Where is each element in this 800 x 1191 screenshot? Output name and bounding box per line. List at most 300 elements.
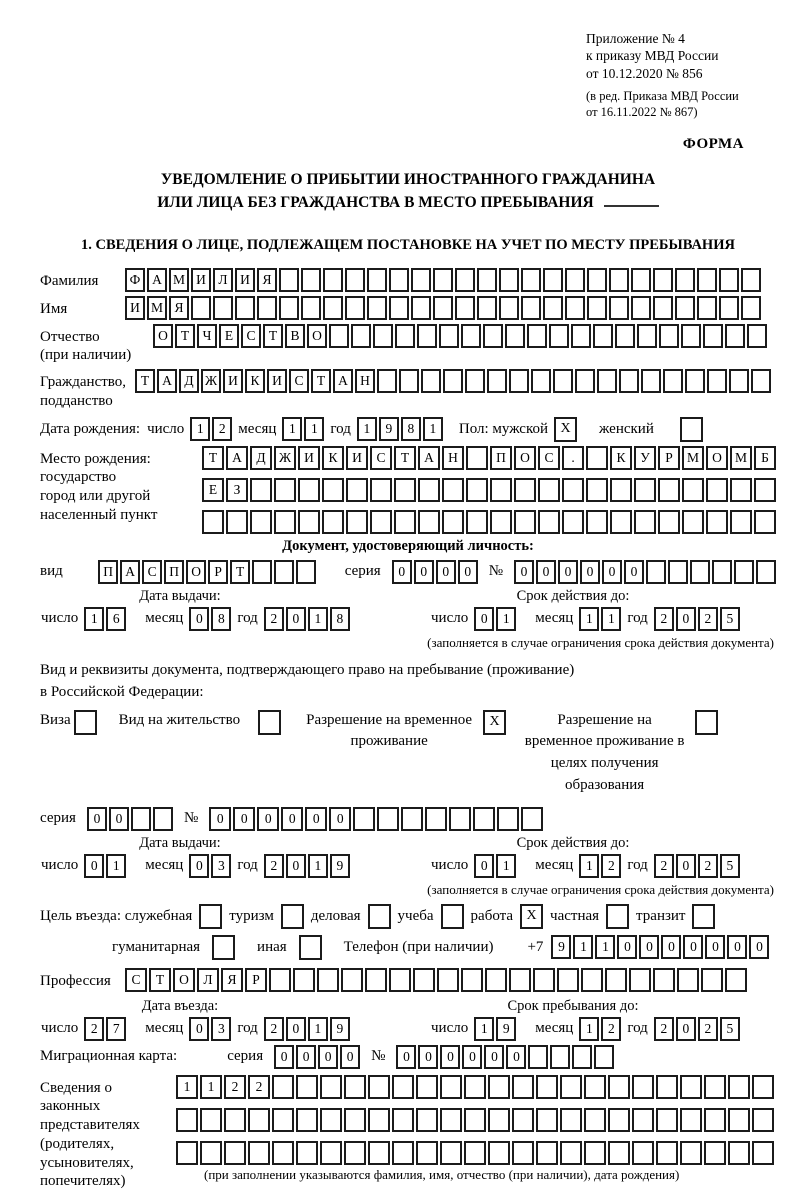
char-cell[interactable] bbox=[202, 510, 224, 534]
char-cell[interactable] bbox=[346, 510, 368, 534]
char-cell[interactable]: М bbox=[682, 446, 704, 470]
char-cell[interactable]: 8 bbox=[211, 607, 231, 631]
char-cell[interactable] bbox=[682, 478, 704, 502]
char-cell[interactable]: Б bbox=[754, 446, 776, 470]
char-cell[interactable]: 2 bbox=[84, 1017, 104, 1041]
char-cell[interactable] bbox=[656, 1141, 678, 1165]
char-cell[interactable] bbox=[345, 268, 365, 292]
char-cell[interactable] bbox=[562, 510, 584, 534]
char-cell[interactable] bbox=[477, 296, 497, 320]
char-cell[interactable] bbox=[741, 296, 761, 320]
char-cell[interactable] bbox=[455, 296, 475, 320]
char-cell[interactable]: 0 bbox=[418, 1045, 438, 1069]
char-cell[interactable]: 0 bbox=[233, 807, 255, 831]
residence-permit-checkbox[interactable] bbox=[258, 710, 281, 735]
char-cell[interactable] bbox=[485, 968, 507, 992]
char-cell[interactable]: Р bbox=[208, 560, 228, 584]
char-cell[interactable]: 1 bbox=[176, 1075, 198, 1099]
char-cell[interactable]: 0 bbox=[617, 935, 637, 959]
char-cell[interactable]: 0 bbox=[318, 1045, 338, 1069]
char-cell[interactable] bbox=[417, 324, 437, 348]
char-cell[interactable] bbox=[235, 296, 255, 320]
char-cell[interactable] bbox=[455, 268, 475, 292]
char-cell[interactable] bbox=[609, 296, 629, 320]
char-cell[interactable] bbox=[680, 1075, 702, 1099]
char-cell[interactable] bbox=[298, 510, 320, 534]
char-cell[interactable]: И bbox=[267, 369, 287, 393]
char-cell[interactable] bbox=[439, 324, 459, 348]
char-cell[interactable] bbox=[131, 807, 151, 831]
char-cell[interactable]: Л bbox=[197, 968, 219, 992]
char-cell[interactable]: 0 bbox=[305, 807, 327, 831]
char-cell[interactable] bbox=[668, 560, 688, 584]
char-cell[interactable]: 0 bbox=[329, 807, 351, 831]
char-cell[interactable] bbox=[320, 1141, 342, 1165]
char-cell[interactable] bbox=[250, 478, 272, 502]
char-cell[interactable]: 0 bbox=[286, 1017, 306, 1041]
char-cell[interactable] bbox=[226, 510, 248, 534]
char-cell[interactable]: 0 bbox=[676, 607, 696, 631]
char-cell[interactable]: У bbox=[634, 446, 656, 470]
char-cell[interactable]: 2 bbox=[698, 607, 718, 631]
char-cell[interactable] bbox=[701, 968, 723, 992]
char-cell[interactable] bbox=[634, 478, 656, 502]
char-cell[interactable] bbox=[272, 1141, 294, 1165]
char-cell[interactable]: 9 bbox=[379, 417, 399, 441]
char-cell[interactable] bbox=[425, 807, 447, 831]
char-cell[interactable]: Л bbox=[213, 268, 233, 292]
char-cell[interactable] bbox=[608, 1108, 630, 1132]
purpose-study-checkbox[interactable] bbox=[441, 904, 464, 929]
char-cell[interactable]: 1 bbox=[190, 417, 210, 441]
purpose-business-checkbox[interactable] bbox=[368, 904, 391, 929]
char-cell[interactable] bbox=[296, 1141, 318, 1165]
char-cell[interactable]: О bbox=[706, 446, 728, 470]
char-cell[interactable] bbox=[442, 478, 464, 502]
char-cell[interactable] bbox=[641, 369, 661, 393]
char-cell[interactable] bbox=[394, 510, 416, 534]
char-cell[interactable] bbox=[367, 268, 387, 292]
char-cell[interactable] bbox=[682, 510, 704, 534]
char-cell[interactable] bbox=[658, 510, 680, 534]
char-cell[interactable] bbox=[323, 296, 343, 320]
char-cell[interactable]: З bbox=[226, 478, 248, 502]
char-cell[interactable] bbox=[752, 1108, 774, 1132]
char-cell[interactable] bbox=[562, 478, 584, 502]
char-cell[interactable]: 1 bbox=[496, 607, 516, 631]
char-cell[interactable] bbox=[433, 268, 453, 292]
char-cell[interactable]: 1 bbox=[308, 607, 328, 631]
char-cell[interactable]: . bbox=[562, 446, 584, 470]
char-cell[interactable]: 1 bbox=[573, 935, 593, 959]
char-cell[interactable] bbox=[344, 1141, 366, 1165]
char-cell[interactable] bbox=[557, 968, 579, 992]
char-cell[interactable] bbox=[751, 369, 771, 393]
char-cell[interactable] bbox=[368, 1141, 390, 1165]
char-cell[interactable] bbox=[323, 268, 343, 292]
char-cell[interactable] bbox=[368, 1075, 390, 1099]
char-cell[interactable]: Р bbox=[245, 968, 267, 992]
char-cell[interactable] bbox=[392, 1108, 414, 1132]
char-cell[interactable] bbox=[248, 1108, 270, 1132]
char-cell[interactable] bbox=[680, 1108, 702, 1132]
char-cell[interactable] bbox=[543, 296, 563, 320]
char-cell[interactable] bbox=[663, 369, 683, 393]
char-cell[interactable] bbox=[610, 510, 632, 534]
char-cell[interactable] bbox=[725, 324, 745, 348]
char-cell[interactable]: И bbox=[298, 446, 320, 470]
char-cell[interactable]: О bbox=[153, 324, 173, 348]
char-cell[interactable] bbox=[257, 296, 277, 320]
char-cell[interactable]: Ч bbox=[197, 324, 217, 348]
char-cell[interactable] bbox=[392, 1141, 414, 1165]
char-cell[interactable] bbox=[320, 1108, 342, 1132]
char-cell[interactable] bbox=[631, 296, 651, 320]
char-cell[interactable] bbox=[373, 324, 393, 348]
char-cell[interactable]: 0 bbox=[440, 1045, 460, 1069]
char-cell[interactable] bbox=[389, 968, 411, 992]
char-cell[interactable] bbox=[389, 268, 409, 292]
char-cell[interactable] bbox=[549, 324, 569, 348]
char-cell[interactable]: Н bbox=[355, 369, 375, 393]
char-cell[interactable] bbox=[675, 268, 695, 292]
char-cell[interactable]: И bbox=[235, 268, 255, 292]
char-cell[interactable]: 1 bbox=[200, 1075, 222, 1099]
char-cell[interactable] bbox=[274, 560, 294, 584]
char-cell[interactable]: М bbox=[147, 296, 167, 320]
char-cell[interactable]: С bbox=[125, 968, 147, 992]
char-cell[interactable] bbox=[477, 268, 497, 292]
char-cell[interactable] bbox=[653, 268, 673, 292]
char-cell[interactable]: 1 bbox=[304, 417, 324, 441]
char-cell[interactable] bbox=[653, 296, 673, 320]
char-cell[interactable] bbox=[252, 560, 272, 584]
char-cell[interactable]: П bbox=[490, 446, 512, 470]
char-cell[interactable] bbox=[296, 560, 316, 584]
char-cell[interactable] bbox=[269, 968, 291, 992]
char-cell[interactable] bbox=[499, 268, 519, 292]
char-cell[interactable] bbox=[697, 296, 717, 320]
char-cell[interactable]: 9 bbox=[330, 1017, 350, 1041]
char-cell[interactable] bbox=[461, 968, 483, 992]
char-cell[interactable] bbox=[719, 296, 739, 320]
char-cell[interactable] bbox=[512, 1075, 534, 1099]
temporary-residence-checkbox[interactable]: X bbox=[483, 710, 506, 735]
char-cell[interactable] bbox=[488, 1141, 510, 1165]
char-cell[interactable] bbox=[344, 1075, 366, 1099]
char-cell[interactable]: Ф bbox=[125, 268, 145, 292]
char-cell[interactable] bbox=[543, 268, 563, 292]
char-cell[interactable] bbox=[521, 268, 541, 292]
char-cell[interactable]: Т bbox=[263, 324, 283, 348]
char-cell[interactable] bbox=[756, 560, 776, 584]
char-cell[interactable] bbox=[464, 1075, 486, 1099]
char-cell[interactable]: 0 bbox=[281, 807, 303, 831]
char-cell[interactable]: Т bbox=[175, 324, 195, 348]
char-cell[interactable]: 2 bbox=[224, 1075, 246, 1099]
char-cell[interactable] bbox=[488, 1075, 510, 1099]
char-cell[interactable] bbox=[719, 268, 739, 292]
char-cell[interactable] bbox=[514, 478, 536, 502]
char-cell[interactable]: 2 bbox=[698, 854, 718, 878]
char-cell[interactable]: А bbox=[147, 268, 167, 292]
char-cell[interactable] bbox=[560, 1108, 582, 1132]
char-cell[interactable]: Е bbox=[219, 324, 239, 348]
char-cell[interactable] bbox=[272, 1075, 294, 1099]
char-cell[interactable] bbox=[464, 1108, 486, 1132]
char-cell[interactable]: Т bbox=[202, 446, 224, 470]
char-cell[interactable] bbox=[345, 296, 365, 320]
char-cell[interactable] bbox=[734, 560, 754, 584]
char-cell[interactable] bbox=[317, 968, 339, 992]
char-cell[interactable] bbox=[499, 296, 519, 320]
char-cell[interactable] bbox=[521, 296, 541, 320]
char-cell[interactable] bbox=[224, 1141, 246, 1165]
char-cell[interactable]: 2 bbox=[264, 1017, 284, 1041]
char-cell[interactable] bbox=[322, 478, 344, 502]
char-cell[interactable]: Р bbox=[658, 446, 680, 470]
char-cell[interactable] bbox=[389, 296, 409, 320]
char-cell[interactable] bbox=[365, 968, 387, 992]
char-cell[interactable] bbox=[704, 1075, 726, 1099]
char-cell[interactable] bbox=[586, 478, 608, 502]
char-cell[interactable] bbox=[631, 268, 651, 292]
char-cell[interactable] bbox=[704, 1141, 726, 1165]
char-cell[interactable]: 0 bbox=[474, 607, 494, 631]
char-cell[interactable]: 0 bbox=[462, 1045, 482, 1069]
char-cell[interactable]: 1 bbox=[474, 1017, 494, 1041]
char-cell[interactable]: Ж bbox=[274, 446, 296, 470]
char-cell[interactable]: Я bbox=[169, 296, 189, 320]
char-cell[interactable] bbox=[584, 1075, 606, 1099]
char-cell[interactable] bbox=[341, 968, 363, 992]
purpose-official-checkbox[interactable] bbox=[199, 904, 222, 929]
char-cell[interactable] bbox=[629, 968, 651, 992]
purpose-tourism-checkbox[interactable] bbox=[281, 904, 304, 929]
char-cell[interactable]: А bbox=[157, 369, 177, 393]
char-cell[interactable] bbox=[353, 807, 375, 831]
char-cell[interactable] bbox=[609, 268, 629, 292]
char-cell[interactable] bbox=[656, 1075, 678, 1099]
char-cell[interactable]: 2 bbox=[654, 854, 674, 878]
char-cell[interactable] bbox=[608, 1141, 630, 1165]
char-cell[interactable]: 1 bbox=[579, 854, 599, 878]
char-cell[interactable]: 0 bbox=[340, 1045, 360, 1069]
char-cell[interactable] bbox=[571, 324, 591, 348]
char-cell[interactable]: И bbox=[125, 296, 145, 320]
char-cell[interactable]: П bbox=[164, 560, 184, 584]
char-cell[interactable] bbox=[728, 1108, 750, 1132]
char-cell[interactable]: Т bbox=[230, 560, 250, 584]
char-cell[interactable] bbox=[370, 510, 392, 534]
char-cell[interactable] bbox=[533, 968, 555, 992]
char-cell[interactable]: 6 bbox=[106, 607, 126, 631]
char-cell[interactable]: О bbox=[173, 968, 195, 992]
char-cell[interactable] bbox=[176, 1141, 198, 1165]
char-cell[interactable]: 9 bbox=[496, 1017, 516, 1041]
char-cell[interactable] bbox=[512, 1108, 534, 1132]
char-cell[interactable] bbox=[677, 968, 699, 992]
char-cell[interactable] bbox=[730, 478, 752, 502]
char-cell[interactable]: А bbox=[418, 446, 440, 470]
char-cell[interactable]: 1 bbox=[106, 854, 126, 878]
char-cell[interactable]: 0 bbox=[396, 1045, 416, 1069]
char-cell[interactable] bbox=[329, 324, 349, 348]
char-cell[interactable] bbox=[488, 1108, 510, 1132]
char-cell[interactable] bbox=[697, 268, 717, 292]
char-cell[interactable] bbox=[322, 510, 344, 534]
char-cell[interactable] bbox=[754, 510, 776, 534]
char-cell[interactable]: 1 bbox=[601, 607, 621, 631]
char-cell[interactable] bbox=[418, 510, 440, 534]
char-cell[interactable] bbox=[615, 324, 635, 348]
char-cell[interactable]: В bbox=[285, 324, 305, 348]
char-cell[interactable]: И bbox=[191, 268, 211, 292]
char-cell[interactable] bbox=[594, 1045, 614, 1069]
char-cell[interactable] bbox=[487, 369, 507, 393]
char-cell[interactable] bbox=[619, 369, 639, 393]
char-cell[interactable] bbox=[706, 510, 728, 534]
char-cell[interactable] bbox=[681, 324, 701, 348]
char-cell[interactable] bbox=[685, 369, 705, 393]
char-cell[interactable] bbox=[538, 478, 560, 502]
char-cell[interactable] bbox=[646, 560, 666, 584]
char-cell[interactable]: 5 bbox=[720, 607, 740, 631]
char-cell[interactable] bbox=[509, 369, 529, 393]
char-cell[interactable] bbox=[729, 369, 749, 393]
char-cell[interactable] bbox=[752, 1141, 774, 1165]
char-cell[interactable]: С bbox=[142, 560, 162, 584]
char-cell[interactable] bbox=[440, 1075, 462, 1099]
char-cell[interactable]: Т bbox=[149, 968, 171, 992]
char-cell[interactable]: 8 bbox=[401, 417, 421, 441]
char-cell[interactable] bbox=[490, 478, 512, 502]
char-cell[interactable]: Я bbox=[257, 268, 277, 292]
char-cell[interactable]: 1 bbox=[423, 417, 443, 441]
char-cell[interactable]: 0 bbox=[458, 560, 478, 584]
char-cell[interactable]: 2 bbox=[698, 1017, 718, 1041]
char-cell[interactable] bbox=[274, 510, 296, 534]
char-cell[interactable] bbox=[377, 807, 399, 831]
char-cell[interactable]: 0 bbox=[705, 935, 725, 959]
char-cell[interactable] bbox=[509, 968, 531, 992]
char-cell[interactable]: 7 bbox=[106, 1017, 126, 1041]
char-cell[interactable] bbox=[706, 478, 728, 502]
char-cell[interactable] bbox=[296, 1075, 318, 1099]
char-cell[interactable] bbox=[250, 510, 272, 534]
char-cell[interactable] bbox=[418, 478, 440, 502]
char-cell[interactable]: 0 bbox=[727, 935, 747, 959]
char-cell[interactable] bbox=[587, 268, 607, 292]
char-cell[interactable] bbox=[587, 296, 607, 320]
char-cell[interactable] bbox=[320, 1075, 342, 1099]
char-cell[interactable]: 1 bbox=[308, 854, 328, 878]
char-cell[interactable] bbox=[637, 324, 657, 348]
char-cell[interactable] bbox=[632, 1108, 654, 1132]
char-cell[interactable]: Я bbox=[221, 968, 243, 992]
char-cell[interactable]: 1 bbox=[496, 854, 516, 878]
char-cell[interactable] bbox=[416, 1141, 438, 1165]
char-cell[interactable] bbox=[586, 446, 608, 470]
char-cell[interactable]: О bbox=[186, 560, 206, 584]
char-cell[interactable]: 0 bbox=[286, 854, 306, 878]
purpose-transit-checkbox[interactable] bbox=[692, 904, 715, 929]
char-cell[interactable] bbox=[411, 296, 431, 320]
char-cell[interactable] bbox=[521, 807, 543, 831]
char-cell[interactable] bbox=[527, 324, 547, 348]
char-cell[interactable] bbox=[248, 1141, 270, 1165]
char-cell[interactable]: 0 bbox=[209, 807, 231, 831]
char-cell[interactable]: И bbox=[346, 446, 368, 470]
char-cell[interactable]: 0 bbox=[189, 1017, 209, 1041]
char-cell[interactable] bbox=[565, 268, 585, 292]
char-cell[interactable]: 0 bbox=[683, 935, 703, 959]
char-cell[interactable]: 0 bbox=[676, 1017, 696, 1041]
char-cell[interactable]: 0 bbox=[84, 854, 104, 878]
char-cell[interactable] bbox=[279, 268, 299, 292]
char-cell[interactable] bbox=[466, 446, 488, 470]
char-cell[interactable] bbox=[656, 1108, 678, 1132]
char-cell[interactable]: 9 bbox=[330, 854, 350, 878]
char-cell[interactable] bbox=[421, 369, 441, 393]
char-cell[interactable] bbox=[440, 1141, 462, 1165]
char-cell[interactable] bbox=[395, 324, 415, 348]
char-cell[interactable] bbox=[565, 296, 585, 320]
char-cell[interactable]: 1 bbox=[579, 1017, 599, 1041]
char-cell[interactable] bbox=[690, 560, 710, 584]
char-cell[interactable] bbox=[505, 324, 525, 348]
char-cell[interactable]: М bbox=[730, 446, 752, 470]
char-cell[interactable] bbox=[401, 807, 423, 831]
char-cell[interactable] bbox=[610, 478, 632, 502]
char-cell[interactable] bbox=[411, 268, 431, 292]
char-cell[interactable]: П bbox=[98, 560, 118, 584]
char-cell[interactable] bbox=[747, 324, 767, 348]
char-cell[interactable]: С bbox=[538, 446, 560, 470]
char-cell[interactable] bbox=[560, 1075, 582, 1099]
temporary-residence-education-checkbox[interactable] bbox=[695, 710, 718, 735]
char-cell[interactable] bbox=[344, 1108, 366, 1132]
char-cell[interactable]: 0 bbox=[484, 1045, 504, 1069]
char-cell[interactable]: К bbox=[610, 446, 632, 470]
char-cell[interactable] bbox=[200, 1108, 222, 1132]
char-cell[interactable] bbox=[707, 369, 727, 393]
purpose-private-checkbox[interactable] bbox=[606, 904, 629, 929]
char-cell[interactable]: 0 bbox=[274, 1045, 294, 1069]
char-cell[interactable]: А bbox=[226, 446, 248, 470]
purpose-work-checkbox[interactable]: X bbox=[520, 904, 543, 929]
char-cell[interactable]: 2 bbox=[654, 1017, 674, 1041]
char-cell[interactable] bbox=[680, 1141, 702, 1165]
char-cell[interactable]: О bbox=[307, 324, 327, 348]
char-cell[interactable] bbox=[298, 478, 320, 502]
char-cell[interactable]: Т bbox=[135, 369, 155, 393]
char-cell[interactable] bbox=[153, 807, 173, 831]
char-cell[interactable]: 0 bbox=[639, 935, 659, 959]
char-cell[interactable] bbox=[274, 478, 296, 502]
char-cell[interactable] bbox=[176, 1108, 198, 1132]
char-cell[interactable]: 0 bbox=[749, 935, 769, 959]
char-cell[interactable]: А bbox=[333, 369, 353, 393]
char-cell[interactable] bbox=[632, 1141, 654, 1165]
char-cell[interactable] bbox=[440, 1108, 462, 1132]
char-cell[interactable] bbox=[346, 478, 368, 502]
char-cell[interactable] bbox=[443, 369, 463, 393]
char-cell[interactable] bbox=[659, 324, 679, 348]
char-cell[interactable] bbox=[368, 1108, 390, 1132]
char-cell[interactable]: 1 bbox=[282, 417, 302, 441]
char-cell[interactable] bbox=[296, 1108, 318, 1132]
